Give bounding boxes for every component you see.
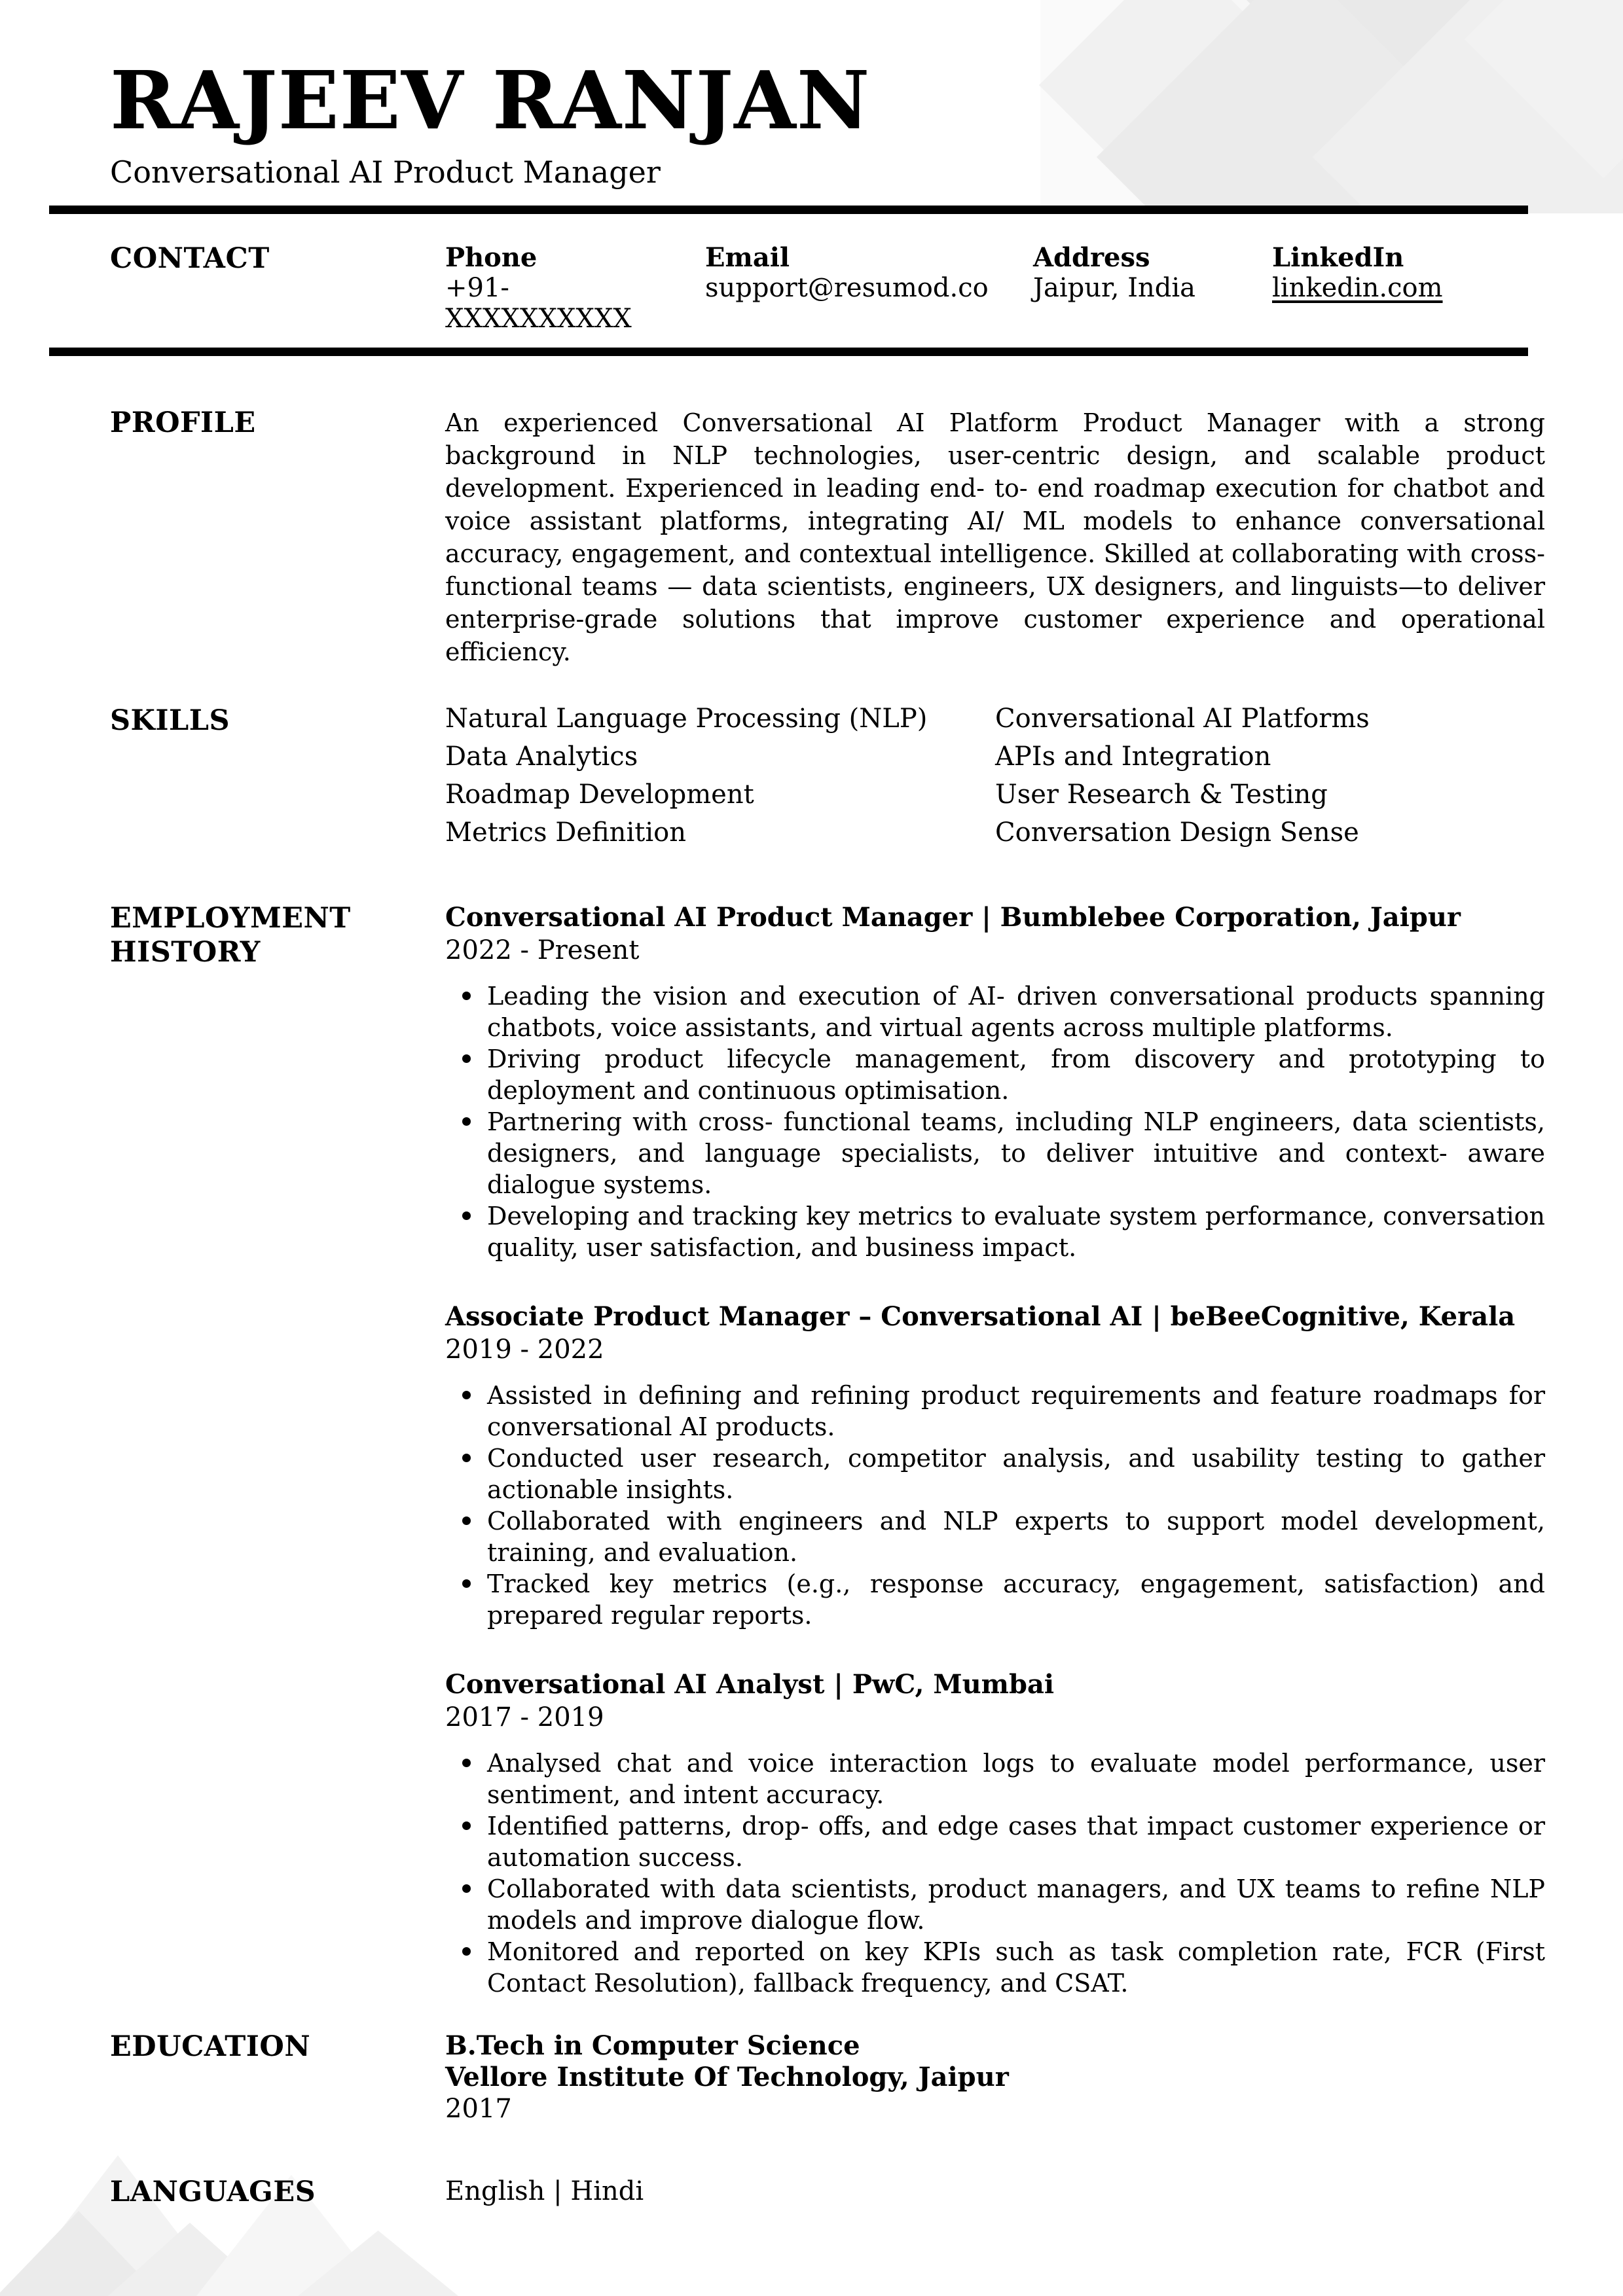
job-bullet-list — [445, 1380, 1545, 1631]
job-entry — [445, 902, 1545, 1263]
contact-section-label: CONTACT — [110, 242, 270, 276]
job-title: Conversational AI Product Manager | Bumblebee Corporation, Jaipur — [445, 902, 1461, 933]
skill-item: Roadmap Development — [445, 780, 754, 810]
skill-item: APIs and Integration — [995, 742, 1271, 772]
education-section-label: EDUCATION — [110, 2030, 311, 2064]
linkedin-label: LinkedIn — [1272, 242, 1404, 274]
employment-section — [110, 902, 1545, 1999]
candidate-name: RAJEEV RANJAN — [110, 53, 871, 147]
education-school: Vellore Institute Of Technology, Jaipur — [445, 2062, 1009, 2093]
contact-section — [110, 242, 1545, 334]
skill-item: Natural Language Processing (NLP) — [445, 704, 928, 734]
employment-section-label: EMPLOYMENT HISTORY — [110, 902, 351, 969]
job-bullet-list — [445, 980, 1545, 1263]
job-dates: 2017 - 2019 — [445, 1702, 604, 1733]
job-bullet: Monitored and reported on key KPIs such as task completion rate, FCR (First Contact Resolution), fallback frequency, and CSAT. — [445, 1936, 1545, 1999]
job-bullet: Tracked key metrics (e.g., response accuracy, engagement, satisfaction) and prepared regular reports. — [445, 1568, 1545, 1631]
phone-label: Phone — [445, 242, 538, 274]
job-bullet: Developing and tracking key metrics to evaluate system performance, conversation quality, user satisfaction, and business impact. — [445, 1200, 1545, 1263]
contact-phone — [445, 242, 705, 334]
address-value: Jaipur, India — [1033, 273, 1196, 304]
job-bullet: Analysed chat and voice interaction logs to evaluate model performance, user sentiment, and intent accuracy. — [445, 1748, 1545, 1810]
job-bullet: Collaborated with data scientists, product managers, and UX teams to refine NLP models and improve dialogue flow. — [445, 1873, 1545, 1936]
skill-item: User Research & Testing — [995, 780, 1328, 810]
education-degree: B.Tech in Computer Science — [445, 2030, 860, 2062]
languages-section-label: LANGUAGES — [110, 2176, 316, 2209]
profile-section-label: PROFILE — [110, 406, 256, 440]
skills-section — [110, 704, 1545, 856]
job-bullet: Conducted user research, competitor analysis, and usability testing to gather actionable insights. — [445, 1443, 1545, 1505]
job-title: Conversational AI Analyst | PwC, Mumbai — [445, 1669, 1055, 1700]
job-title: Associate Product Manager – Conversational AI | beBeeCognitive, Kerala — [445, 1301, 1516, 1333]
languages-section — [110, 2176, 1545, 2210]
contact-address — [1033, 242, 1272, 334]
languages-value: English | Hindi — [445, 2176, 644, 2207]
contact-columns — [445, 242, 1545, 334]
job-bullet: Leading the vision and execution of AI- driven conversational products spanning chatbots, voice assistants, and virtual agents across multiple platforms. — [445, 980, 1545, 1043]
skill-item: Data Analytics — [445, 742, 638, 772]
horizontal-rule-top — [49, 206, 1528, 214]
header — [0, 0, 1623, 190]
contact-linkedin — [1272, 242, 1545, 334]
job-bullet: Assisted in defining and refining product requirements and feature roadmaps for conversational AI products. — [445, 1380, 1545, 1443]
horizontal-rule-bottom — [49, 348, 1528, 356]
job-bullet: Identified patterns, drop- offs, and edge cases that impact customer experience or automation success. — [445, 1810, 1545, 1873]
candidate-title: Conversational AI Product Manager — [110, 154, 661, 190]
email-label: Email — [705, 242, 790, 274]
linkedin-link[interactable]: linkedin.com — [1272, 273, 1443, 304]
job-bullet-list — [445, 1748, 1545, 1999]
profile-text: An experienced Conversational AI Platform Product Manager with a strong background in NLP technologies, user-centric design, and scalable product development. Experienced in leading end- to- end roadmap execution for chatbot and voice assistant platforms, integrating AI/ ML models to enhance conversational accuracy, engagement, and contextual intelligence. Skilled at collaborating with cross- functional teams — data scientists, engineers, UX designers, and linguists—to deliver enterprise-grade solutions that improve customer experience and operational efficiency. — [445, 408, 1545, 667]
address-label: Address — [1033, 242, 1150, 274]
job-dates: 2022 - Present — [445, 935, 640, 966]
contact-email — [705, 242, 1033, 334]
education-year: 2017 — [445, 2094, 512, 2125]
job-dates: 2019 - 2022 — [445, 1335, 604, 1365]
skills-column-2 — [995, 704, 1545, 856]
job-bullet: Collaborated with engineers and NLP experts to support model development, training, and evaluation. — [445, 1505, 1545, 1568]
job-entry — [445, 1669, 1545, 1999]
email-value: support@resumod.co — [705, 273, 989, 304]
phone-value: +91-XXXXXXXXXX — [445, 273, 632, 334]
profile-section — [110, 406, 1545, 668]
job-bullet: Partnering with cross- functional teams, including NLP engineers, data scientists, designers, and language specialists, to deliver intuitive and context- aware dialogue systems. — [445, 1106, 1545, 1200]
skills-section-label: SKILLS — [110, 704, 230, 738]
skill-item: Conversation Design Sense — [995, 817, 1359, 848]
job-bullet: Driving product lifecycle management, from discovery and prototyping to deployment and continuous optimisation. — [445, 1043, 1545, 1106]
skills-column-1 — [445, 704, 995, 856]
education-section — [110, 2030, 1545, 2125]
job-entry — [445, 1301, 1545, 1631]
skill-item: Metrics Definition — [445, 817, 686, 848]
skill-item: Conversational AI Platforms — [995, 704, 1370, 734]
